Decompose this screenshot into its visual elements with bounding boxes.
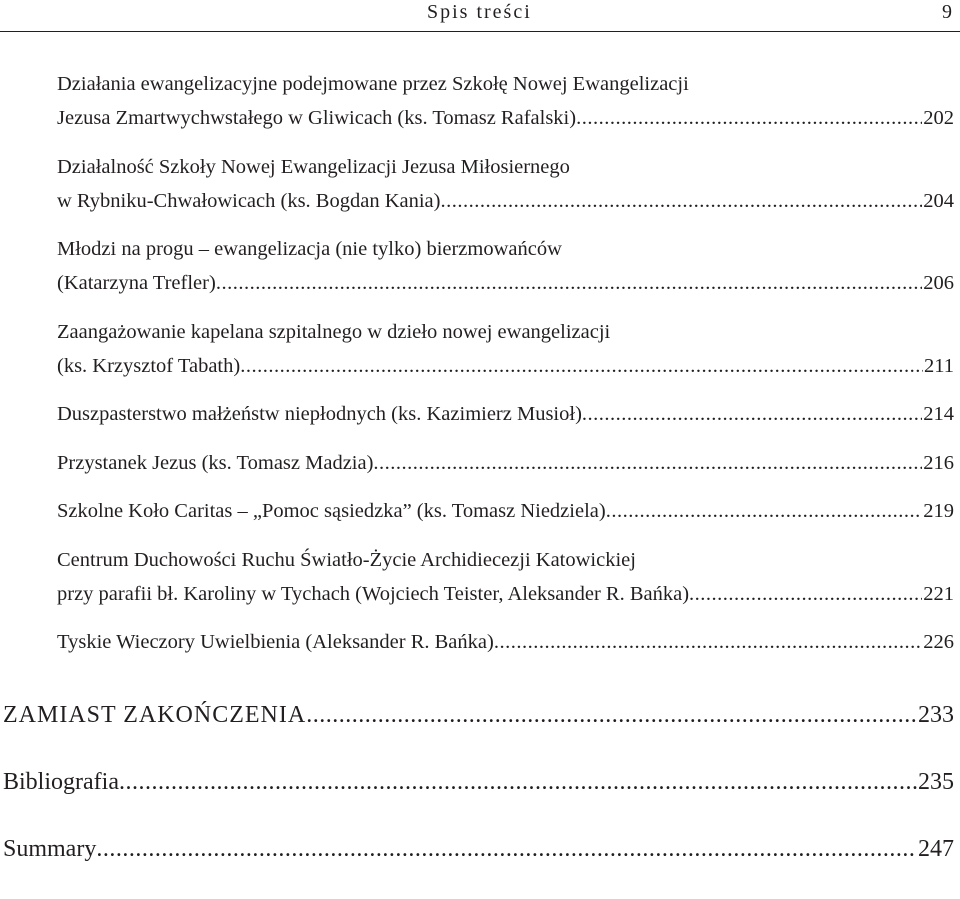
toc-entry-title-line2: (ks. Krzysztof Tabath) xyxy=(57,354,241,377)
toc-entry-title: Tyskie Wieczory Uwielbienia (Aleksander R. Bańka) xyxy=(57,631,494,653)
dot-leader xyxy=(240,349,923,383)
dot-leader xyxy=(373,446,922,480)
dot-leader xyxy=(494,625,922,659)
toc-entry-title-line2: Jezusa Zmartwychwstałego w Gliwicach (ks. Tomasz Rafalski) xyxy=(57,107,577,129)
dot-leader xyxy=(606,494,923,528)
toc-entry-title-line1: Działania ewangelizacyjne podejmowane przez Szkołę Nowej Ewangelizacji xyxy=(57,73,689,95)
toc-main-entry-summary[interactable] xyxy=(3,832,954,866)
toc-entry-title: Przystanek Jezus (ks. Tomasz Madzia) xyxy=(57,451,374,474)
toc-entry-title-line1: Centrum Duchowości Ruchu Światło-Życie Archidiecezji Katowickiej xyxy=(57,548,636,571)
toc-entry[interactable] xyxy=(57,446,954,480)
toc-entry-title-line2: w Rybniku-Chwałowicach (ks. Bogdan Kania) xyxy=(57,189,441,212)
toc-main-entry-title: Bibliografia xyxy=(3,769,119,795)
toc-entry-page: 219 xyxy=(923,500,954,522)
dot-leader xyxy=(96,832,917,866)
toc-entry-page: 221 xyxy=(923,582,954,605)
toc-main-entry-page: 233 xyxy=(918,702,954,728)
toc-entry-page: 204 xyxy=(923,189,954,212)
toc-entry-page: 216 xyxy=(923,451,954,474)
toc-entry-title: Duszpasterstwo małżeństw niepłodnych (ks. Kazimierz Musioł) xyxy=(57,403,582,425)
toc-entry[interactable] xyxy=(57,397,954,431)
toc-main-entry-closing[interactable] xyxy=(3,698,954,732)
toc-entry[interactable] xyxy=(57,150,954,218)
toc-entry[interactable] xyxy=(57,625,954,659)
dot-leader xyxy=(119,765,917,799)
running-header-title: Spis treści xyxy=(427,1,532,23)
header-divider xyxy=(0,31,960,32)
toc-main-entry-page: 247 xyxy=(918,836,954,862)
toc-entry-page: 206 xyxy=(923,272,954,294)
toc-entry-page: 226 xyxy=(923,631,954,653)
dot-leader xyxy=(576,101,922,135)
toc-main-entry-page: 235 xyxy=(918,769,954,795)
dot-leader xyxy=(440,184,922,218)
toc-entry[interactable] xyxy=(57,543,954,611)
toc-entry-title-line1: Młodzi na progu – ewangelizacja (nie tylko) bierzmowańców xyxy=(57,238,562,260)
toc-main-entry-bibliography[interactable] xyxy=(3,765,954,799)
toc-main-entry-title: ZAMIAST ZAKOŃCZENIA xyxy=(3,702,307,728)
toc-main-section-list xyxy=(3,698,954,899)
toc-entry-page: 211 xyxy=(924,354,954,377)
toc-entry[interactable] xyxy=(57,494,954,528)
toc-entry-title: Szkolne Koło Caritas – „Pomoc sąsiedzka” (ks. Tomasz Niedziela) xyxy=(57,500,606,522)
toc-entry-title-line1: Zaangażowanie kapelana szpitalnego w dzieło nowej ewangelizacji xyxy=(57,320,611,343)
dot-leader xyxy=(306,698,917,732)
toc-entry-title-line1: Działalność Szkoły Nowej Ewangelizacji Jezusa Miłosiernego xyxy=(57,155,570,178)
dot-leader xyxy=(689,577,922,611)
toc-entry[interactable] xyxy=(57,232,954,300)
toc-entry-page: 214 xyxy=(923,403,954,425)
toc-entry-title-line2: przy parafii bł. Karoliny w Tychach (Wojciech Teister, Aleksander R. Bańka) xyxy=(57,582,690,605)
toc-entry-page: 202 xyxy=(923,107,954,129)
dot-leader xyxy=(216,266,922,300)
toc-entry-title-line2: (Katarzyna Trefler) xyxy=(57,272,216,294)
page-number: 9 xyxy=(942,1,952,23)
toc-main-entry-title: Summary xyxy=(3,836,97,862)
toc-entry[interactable] xyxy=(57,67,954,135)
dot-leader xyxy=(582,397,922,431)
toc-subsection-list xyxy=(57,67,954,674)
toc-entry[interactable] xyxy=(57,315,954,383)
